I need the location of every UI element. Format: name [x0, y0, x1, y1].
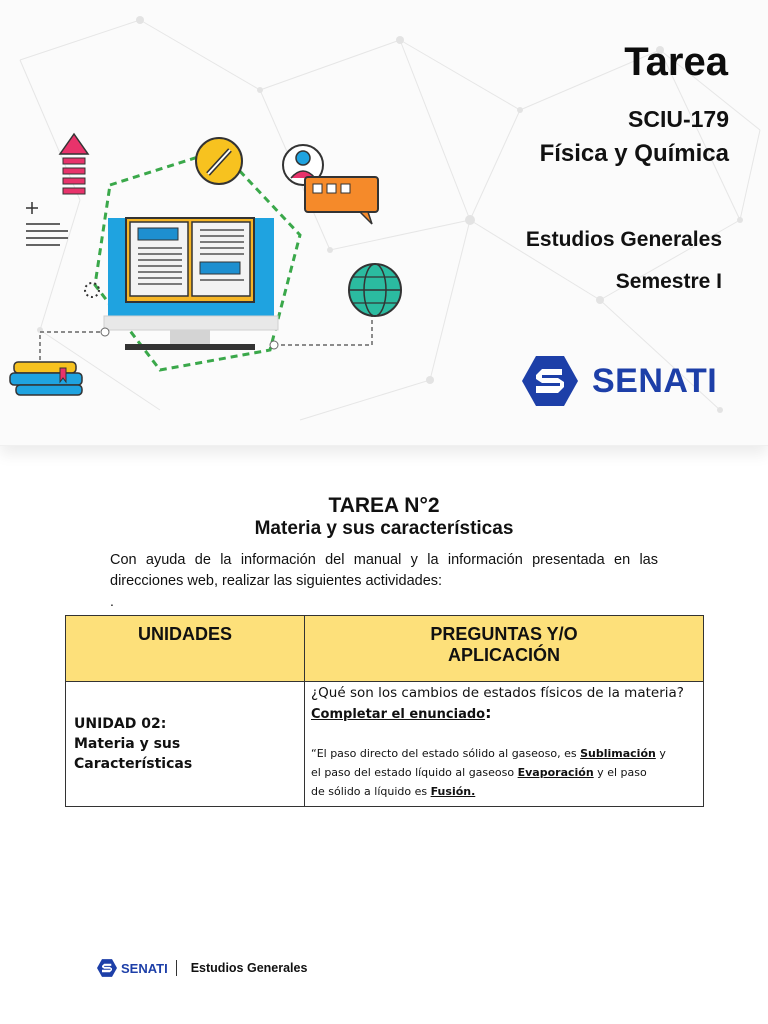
semester-label: Semestre I: [615, 270, 722, 293]
document-title: Tarea: [624, 40, 728, 84]
footer-wordmark: SENATI: [121, 960, 168, 976]
program-name: Estudios Generales: [525, 228, 722, 251]
stray-dot: .: [110, 593, 114, 609]
task-subtitle: Materia y sus características: [254, 518, 514, 539]
footer-label: Estudios Generales: [190, 961, 308, 975]
senati-wordmark: SENATI: [592, 361, 718, 400]
cover-header: [0, 0, 768, 446]
books-icon: [10, 362, 82, 395]
senati-logo-icon: [97, 959, 117, 977]
chat-bubble-icon: [305, 177, 378, 224]
pen-icon: [196, 138, 242, 184]
page-footer: [97, 959, 307, 977]
question-text: ¿Qué son los cambios de estados físicos de la materia?: [311, 685, 684, 701]
computer-book-illustration: [0, 120, 420, 410]
task-title: TAREA N°2: [328, 494, 440, 517]
table-row: [66, 682, 704, 807]
arrow-up-icon: [60, 134, 88, 194]
course-name: Física y Química: [539, 140, 729, 167]
question-cell: ¿Qué son los cambios de estados físicos de la materia? Completar el enunciado: “El paso directo del estado sólido al gaseoso, es Sublimación y el paso del estado líquido al gaseoso Evaporación y el paso de sólido a líquido es Fusión.: [305, 682, 704, 807]
header-questions: PREGUNTAS Y/O APLICACIÓN: [305, 616, 704, 682]
globe-icon: [349, 264, 401, 316]
footer-divider: [176, 960, 177, 976]
answer-text: “El paso directo del estado sólido al gaseoso, es Sublimación y el paso del estado líquido al gaseoso Evaporación y el paso de sólido a líquido es Fusión.: [311, 747, 666, 798]
senati-logo: [522, 356, 717, 406]
instruction-text: Completar el enunciado: [311, 707, 486, 722]
course-code: SCIU-179: [628, 106, 729, 132]
task-instructions: Con ayuda de la información del manual y la información presentada en las direcciones web, realizar las siguientes actividades:: [110, 552, 658, 589]
header-units: UNIDADES: [66, 616, 305, 682]
table-header-row: [66, 616, 704, 682]
task-table: [65, 615, 704, 807]
unit-cell: UNIDAD 02: Materia y sus Características: [66, 682, 305, 807]
senati-logo-icon: [522, 356, 578, 406]
